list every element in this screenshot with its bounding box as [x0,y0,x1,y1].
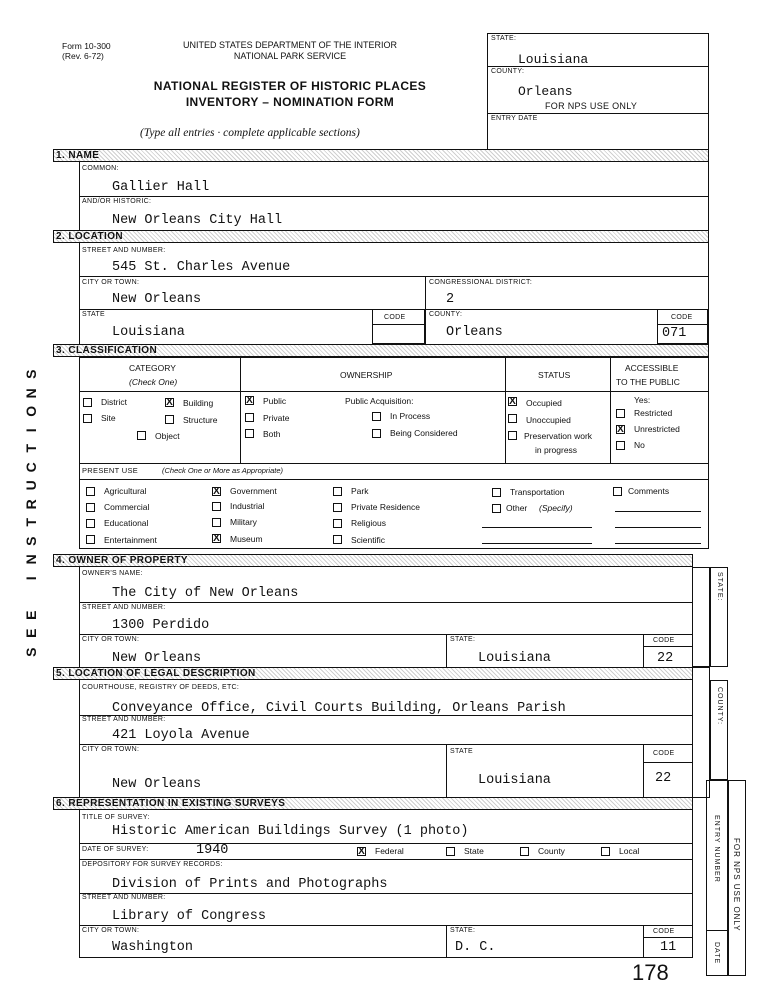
common-label: COMMON: [82,165,119,172]
private-checkbox[interactable] [245,413,254,422]
commercial-checkbox[interactable] [86,503,95,512]
military-checkbox[interactable] [212,518,221,527]
in-process-option: In Process [390,411,431,421]
entertainment-checkbox[interactable] [86,535,95,544]
section-6-header [53,797,693,810]
state-label: STATE [82,311,106,318]
depository-label: DEPOSITORY FOR SURVEY RECORDS: [82,861,223,868]
yes-label: Yes: [634,395,651,405]
nps-use-side: FOR NPS USE ONLY [732,838,741,932]
both-option: Both [263,429,281,439]
unoccupied-option: Unoccupied [526,415,571,425]
public-option: Public [263,396,287,406]
object-option: Object [155,431,180,441]
owner-city-value: New Orleans [112,651,202,666]
occupied-checkbox[interactable]: X [509,396,516,407]
form-number [62,41,111,61]
col-category: CATEGORY [129,363,176,373]
transportation-option: Transportation [510,487,565,497]
legal-code-label: CODE [653,750,675,757]
code2-label: CODE [671,314,693,321]
state-side-label: STATE: [716,572,723,602]
preservation-option-2: in progress [535,445,578,455]
transportation-checkbox[interactable] [492,488,501,497]
survey-state-value: D. C. [455,940,496,955]
depository-value: Division of Prints and Photographs [112,877,388,892]
government-option: Government [230,486,277,496]
other-option: Other [506,503,528,513]
entertainment-option: Entertainment [104,535,157,545]
nps-county-value: Orleans [518,84,573,99]
park-option: Park [351,486,369,496]
private-residence-checkbox[interactable] [333,503,342,512]
county-label: COUNTY: [429,311,463,318]
street-label: STREET AND NUMBER: [82,247,166,254]
col-ownership: OWNERSHIP [340,370,393,380]
private-option: Private [263,413,290,423]
page-number: 178 [632,960,669,985]
form-rev: (Rev. 6-72) [62,51,104,61]
present-use-note: (Check One or More as Appropriate) [162,466,284,475]
district-checkbox[interactable] [83,398,92,407]
section-2-header [53,230,709,243]
no-option: No [634,440,645,450]
entry-number-side: ENTRY NUMBER [713,815,720,883]
survey-city-label: CITY OR TOWN: [82,927,140,934]
state-value: Louisiana [112,325,185,340]
legal-street-value: 421 Loyola Avenue [112,728,250,743]
district-label: CONGRESSIONAL DISTRICT: [429,279,533,286]
in-process-checkbox[interactable] [372,412,381,421]
col-access1: ACCESSIBLE [625,363,679,373]
local-option: Local [619,846,640,856]
local-checkbox[interactable] [601,847,610,856]
owner-label: OWNER'S NAME: [82,570,143,577]
survey-title-label: TITLE OF SURVEY: [82,814,150,821]
title-line1: NATIONAL REGISTER OF HISTORIC PLACES [153,79,427,93]
survey-date-value: 1940 [196,843,229,858]
industrial-checkbox[interactable] [212,502,221,511]
form-title [120,78,460,110]
section-1-header [53,149,709,162]
owner-code-value: 22 [657,651,674,666]
legal-city-label: CITY OR TOWN: [82,746,140,753]
survey-code-label: CODE [653,928,675,935]
title-line2: INVENTORY – NOMINATION FORM [185,95,395,109]
religious-option: Religious [351,518,386,528]
county-checkbox[interactable] [520,847,529,856]
comments-option: Comments [628,486,670,496]
owner-value: The City of New Orleans [112,586,299,601]
survey-state-label: STATE: [450,927,476,934]
courthouse-label: COURTHOUSE, REGISTRY OF DEEDS, ETC: [82,684,240,691]
survey-street-label: STREET AND NUMBER: [82,894,166,901]
owner-street-value: 1300 Perdido [112,618,210,633]
structure-option: Structure [183,415,218,425]
code2-value: 071 [662,326,687,341]
county-side-label: COUNTY: [716,687,723,726]
agricultural-option: Agricultural [104,486,147,496]
public-checkbox[interactable]: X [246,395,253,406]
agency-line2: NATIONAL PARK SERVICE [233,51,347,61]
object-checkbox[interactable] [137,431,146,440]
military-option: Military [230,517,257,527]
owner-state-label: STATE: [450,636,476,643]
section-5-title: 5. LOCATION OF LEGAL DESCRIPTION [56,668,256,679]
site-option: Site [101,413,116,423]
section-6-title: 6. REPRESENTATION IN EXISTING SURVEYS [56,798,286,809]
preservation-checkbox[interactable] [508,431,517,440]
legal-state-label: STATE [450,748,474,755]
federal-checkbox[interactable]: X [358,846,365,857]
scientific-option: Scientific [351,535,386,545]
col-access2: TO THE PUBLIC [616,377,680,387]
museum-checkbox[interactable]: X [213,533,220,544]
street-value: 545 St. Charles Avenue [112,260,291,275]
state-checkbox[interactable] [446,847,455,856]
district-option: District [101,397,127,407]
col-category-sub: (Check One) [129,377,178,387]
city-label: CITY OR TOWN: [82,279,140,286]
nps-state-label: STATE: [491,35,517,42]
legal-city-value: New Orleans [112,777,202,792]
nps-state-value: Louisiana [518,52,589,67]
agency [150,40,430,62]
museum-option: Museum [230,534,263,544]
section-2-title: 2. LOCATION [56,231,123,242]
courthouse-value: Conveyance Office, Civil Courts Building, Orleans Parish [112,701,566,716]
survey-date-label: DATE OF SURVEY: [82,846,149,853]
acquisition-label: Public Acquisition: [345,396,414,406]
present-use-label: PRESENT USE [82,466,139,475]
state-option: State [464,846,484,856]
date-side: DATE [713,942,720,965]
agency-line1: UNITED STATES DEPARTMENT OF THE INTERIOR [182,40,398,50]
structure-checkbox[interactable] [165,415,174,424]
commercial-option: Commercial [104,502,150,512]
district-value: 2 [446,292,455,307]
scientific-checkbox[interactable] [333,535,342,544]
section-4-header [53,554,693,567]
religious-checkbox[interactable] [333,519,342,528]
code-label: CODE [384,314,406,321]
being-considered-checkbox[interactable] [372,429,381,438]
instruction: (Type all entries · complete applicable sections) [140,127,360,139]
legal-state-value: Louisiana [478,773,551,788]
both-checkbox[interactable] [245,429,254,438]
common-name: Gallier Hall [112,180,210,195]
site-checkbox[interactable] [83,414,92,423]
city-value: New Orleans [112,292,202,307]
building-checkbox[interactable]: X [166,397,173,408]
col-status: STATUS [538,370,571,380]
unoccupied-checkbox[interactable] [508,414,517,423]
private-residence-option: Private Residence [351,502,420,512]
form-no: Form 10-300 [62,41,111,51]
comments-checkbox[interactable] [613,487,622,496]
legal-street-label: STREET AND NUMBER: [82,716,166,723]
entry-date-label: ENTRY DATE [491,115,538,122]
county-value: Orleans [446,325,503,340]
nps-use-only: FOR NPS USE ONLY [545,101,638,111]
building-option: Building [183,398,214,408]
agricultural-checkbox[interactable] [86,487,95,496]
owner-street-label: STREET AND NUMBER: [82,604,166,611]
restricted-option: Restricted [634,408,673,418]
section-3-header [53,344,709,357]
historic-name: New Orleans City Hall [112,213,283,228]
preservation-option: Preservation work [524,431,593,441]
occupied-option: Occupied [526,398,562,408]
survey-title-value: Historic American Buildings Survey (1 photo) [112,824,469,839]
county-option: County [538,846,565,856]
nps-county-label: COUNTY: [491,68,525,75]
owner-code-label: CODE [653,637,675,644]
owner-state-value: Louisiana [478,651,551,666]
historic-label: AND/OR HISTORIC: [82,198,152,205]
legal-code-value: 22 [655,771,672,786]
survey-code-value: 11 [660,940,677,955]
park-checkbox[interactable] [333,487,342,496]
section-1-title: 1. NAME [56,150,100,161]
educational-checkbox[interactable] [86,519,95,528]
federal-option: Federal [375,846,404,856]
educational-option: Educational [104,518,149,528]
other-checkbox[interactable] [492,504,501,513]
restricted-checkbox[interactable] [616,409,625,418]
unrestricted-checkbox[interactable]: X [617,424,624,435]
specify-note: (Specify) [539,503,573,513]
section-5-header [53,667,693,680]
see-instructions: S N O I T C U R T S N I E E S [22,369,39,657]
section-3-title: 3. CLASSIFICATION [56,345,158,356]
unrestricted-option: Unrestricted [634,424,680,434]
owner-city-label: CITY OR TOWN: [82,636,140,643]
being-considered-option: Being Considered [390,428,458,438]
no-checkbox[interactable] [616,441,625,450]
section-4-title: 4. OWNER OF PROPERTY [56,555,188,566]
survey-street-value: Library of Congress [112,909,266,924]
survey-city-value: Washington [112,940,194,955]
government-checkbox[interactable]: X [213,486,220,497]
industrial-option: Industrial [230,501,265,511]
